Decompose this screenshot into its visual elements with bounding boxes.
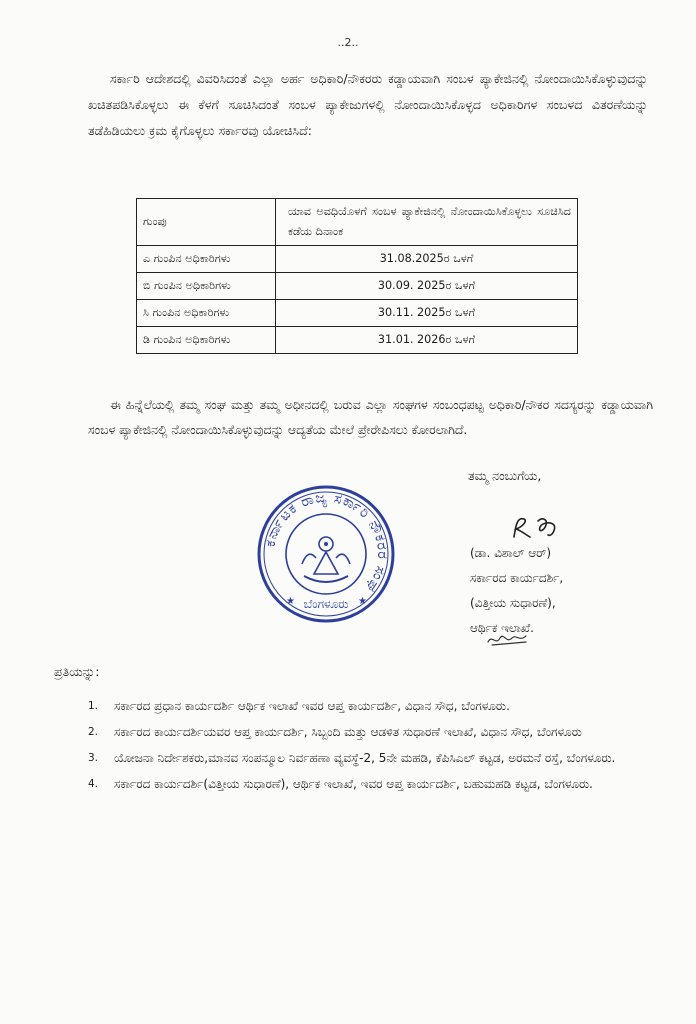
list-item [88,746,658,770]
list-item [88,720,658,744]
seal-star-icon: ★ [286,596,295,607]
closing-salutation: ತಮ್ಮ ನಂಬುಗೆಯ, [468,468,542,483]
header-deadline: ಯಾವ ಅವಧಿಯೊಳಗೆ ಸಂಬಳ ಪ್ಯಾಕೇಜಿನಲ್ಲಿ ನೋಂದಾಯಿಸಿಕೊಳ್ಳಲು ಸೂಚಿಸಿದ ಕಡೆಯ ದಿನಾಂಕ [276,199,578,246]
row-group: ಎ ಗುಂಪಿನ ಅಧಿಕಾರಿಗಳು [137,246,276,273]
list-item-text: ಸರ್ಕಾರದ ಕಾರ್ಯದರ್ಶಿಯವರ ಆಪ್ತ ಕಾರ್ಯದರ್ಶಿ, ಸಿಬ್ಬಂದಿ ಮತ್ತು ಆಡಳಿತ ಸುಧಾರಣೆ ಇಲಾಖೆ, ವಿಧಾನ ಸೌಧ, ಬೆಂಗಳೂರು [114,725,582,739]
list-item-number: 1. [88,700,99,712]
intro-paragraph: ಸರ್ಕಾರಿ ಆದೇಶದಲ್ಲಿ ವಿವರಿಸಿದಂತೆ ಎಲ್ಲಾ ಅರ್ಹ ಅಧಿಕಾರಿ/ನೌಕರರು ಕಡ್ಡಾಯವಾಗಿ ಸಂಬಳ ಪ್ಯಾಕೇಜಿನಲ್ಲಿ ನೋಂದಾಯಿಸಿಕೊಳ್ಳುವುದನ್ನು ಖಚಿತಪಡಿಸಿಕೊಳ್ಳಲು ಈ ಕೆಳಗೆ ಸೂಚಿಸಿದಂತೆ ಸಂಬಳ ಪ್ಯಾಕೇಜುಗಳಲ್ಲಿ ನೋಂದಾಯಿಸಿಕೊಳ್ಳದ ಅಧಿಕಾರಿಗಳ ಸಂಬಳದ ವಿತರಣೆಯನ್ನು ತಡೆಹಿಡಿಯಲು ಕ್ರಮ ಕೈಗೊಳ್ಳಲು ಸರ್ಕಾರವು ಯೋಚಿಸಿದೆ: [88,71,648,138]
table-header-row [137,199,578,246]
list-item-text: ಸರ್ಕಾರದ ಪ್ರಧಾನ ಕಾರ್ಯದರ್ಶಿ ಆರ್ಥಿಕ ಇಲಾಖೆ ಇವರ ಆಪ್ತ ಕಾರ್ಯದರ್ಶಿ, ವಿಧಾನ ಸೌಧ, ಬೆಂಗಳೂರು. [114,699,510,713]
signatory-name: (ಡಾ. ವಿಶಾಲ್ ಆರ್) [470,546,552,560]
list-item-number: 2. [88,726,99,738]
signatory-designation: ಸರ್ಕಾರದ ಕಾರ್ಯದರ್ಶಿ, [470,571,564,585]
signatory-department: ಆರ್ಥಿಕ ಇಲಾಖೆ. [470,621,534,635]
list-item-text: ಯೋಜನಾ ನಿರ್ದೇಶಕರು,ಮಾನವ ಸಂಪನ್ಮೂಲ ನಿರ್ವಹಣಾ ವ್ಯವಸ್ಥೆ-2, 5ನೇ ಮಹಡಿ, ಕೆಪಿಸಿಎಲ್ ಕಟ್ಟಡ, ಅರಮನೆ ರಸ್ತೆ, ಬೆಂಗಳೂರು. [114,751,616,765]
seal-ring-text: ಕರ್ನಾಟಕ ರಾಜ್ಯ ಸರ್ಕಾರಿ ನೌಕರರ ಸಂಘ [262,489,391,596]
list-item-text: ಸರ್ಕಾರದ ಕಾರ್ಯದರ್ಶಿ(ವಿತ್ತೀಯ ಸುಧಾರಣೆ), ಆರ್ಥಿಕ ಇಲಾಖೆ, ಇವರ ಆಪ್ತ ಕಾರ್ಯದರ್ಶಿ, ಬಹುಮಹಡಿ ಕಟ್ಟಡ, ಬೆಂಗಳೂರು. [114,777,593,791]
page-number: ..2.. [337,36,359,49]
signature [508,513,568,541]
row-group: ಡಿ ಗುಂಪಿನ ಅಧಿಕಾರಿಗಳು [137,327,276,354]
list-item-number: 4. [88,778,99,790]
row-group: ಬಿ ಗುಂಪಿನ ಅಧಿಕಾರಿಗಳು [137,273,276,300]
table-row [137,300,578,327]
header-group: ಗುಂಪು [137,199,276,246]
handwritten-initials [486,630,532,648]
signatory-block [470,541,563,641]
copy-to-heading: ಪ್ರತಿಯನ್ನು: [54,664,100,679]
seal-bottom-text: ಬೆಂಗಳೂರು [303,597,349,611]
seal-emblem-icon [302,537,350,582]
table-row [137,273,578,300]
signatory-wing: (ವಿತ್ತೀಯ ಸುಧಾರಣೆ), [470,596,556,610]
list-item [88,772,658,796]
list-item-number: 3. [88,752,99,764]
row-date: 31.01. 2026ರ ಒಳಗೆ [276,327,578,354]
row-date: 31.08.2025ರ ಒಳಗೆ [276,246,578,273]
list-item [88,694,658,718]
table-row [137,327,578,354]
seal-star-icon: ★ [358,596,367,607]
deadline-table [136,198,578,354]
row-date: 30.11. 2025ರ ಒಳಗೆ [276,300,578,327]
request-paragraph: ಈ ಹಿನ್ನೆಲೆಯಲ್ಲಿ ತಮ್ಮ ಸಂಘ ಮತ್ತು ತಮ್ಮ ಅಧೀನದಲ್ಲಿ ಬರುವ ಎಲ್ಲಾ ಸಂಘಗಳ ಸಂಬಂಧಪಟ್ಟ ಅಧಿಕಾರಿ/ನೌಕರ ಸದಸ್ಯರನ್ನು ಕಡ್ಡಾಯವಾಗಿ ಸಂಬಳ ಪ್ಯಾಕೇಜಿನಲ್ಲಿ ನೋಂದಾಯಿಸಿಕೊಳ್ಳುವುದನ್ನು ಆದ್ಯತೆಯ ಮೇಲೆ ಪ್ರೇರೇಪಿಸಲು ಕೋರಲಾಗಿದೆ. [88,397,653,437]
table-row [137,246,578,273]
row-group: ಸಿ ಗುಂಪಿನ ಅಧಿಕಾರಿಗಳು [137,300,276,327]
row-date: 30.09. 2025ರ ಒಳಗೆ [276,273,578,300]
copy-to-list [88,694,658,798]
association-seal [256,484,396,624]
